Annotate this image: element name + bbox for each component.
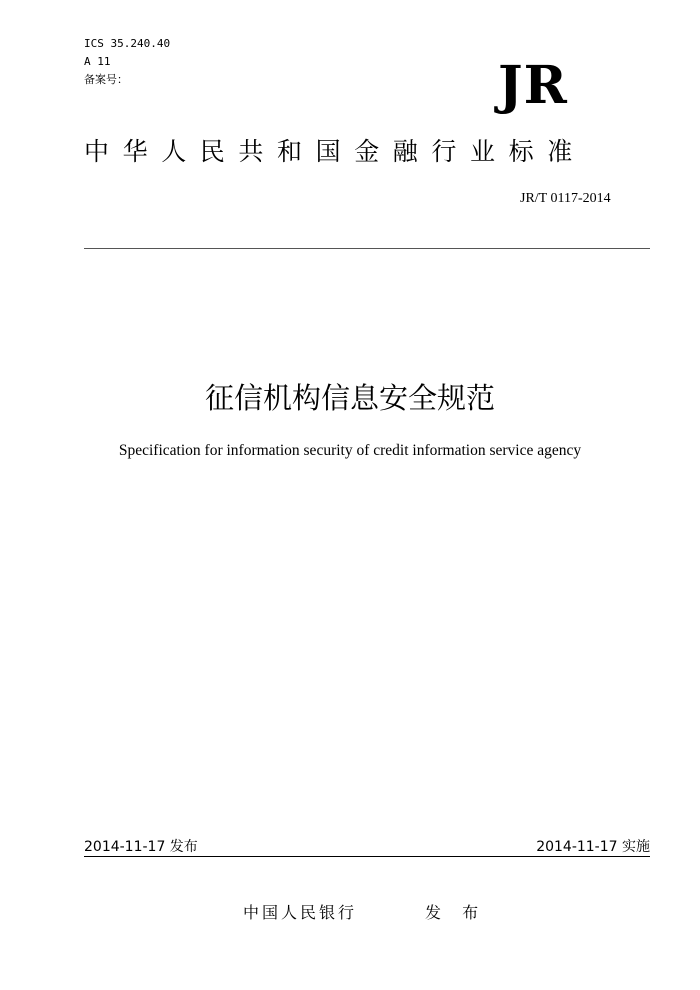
document-title-english: Specification for information security of credit information service agency [118, 442, 582, 459]
jr-logo: JR [498, 55, 568, 116]
standard-type-heading: 中华人民共和国金融行业标准 [84, 137, 586, 166]
classification-code: A 11 [84, 55, 111, 68]
publish-label: 发 布 [425, 903, 487, 922]
record-number-label: 备案号： [84, 73, 128, 86]
ics-code: ICS 35.240.40 [84, 37, 171, 50]
bottom-divider [84, 856, 650, 857]
publisher-name: 中国人民银行 [243, 903, 358, 922]
top-divider [84, 248, 650, 249]
implementation-date: 2014-11-17 实施 [536, 839, 650, 855]
standard-code: JR/T 0117-2014 [520, 191, 611, 206]
document-title-chinese: 征信机构信息安全规范 [204, 381, 495, 415]
issue-date: 2014-11-17 发布 [84, 839, 198, 855]
